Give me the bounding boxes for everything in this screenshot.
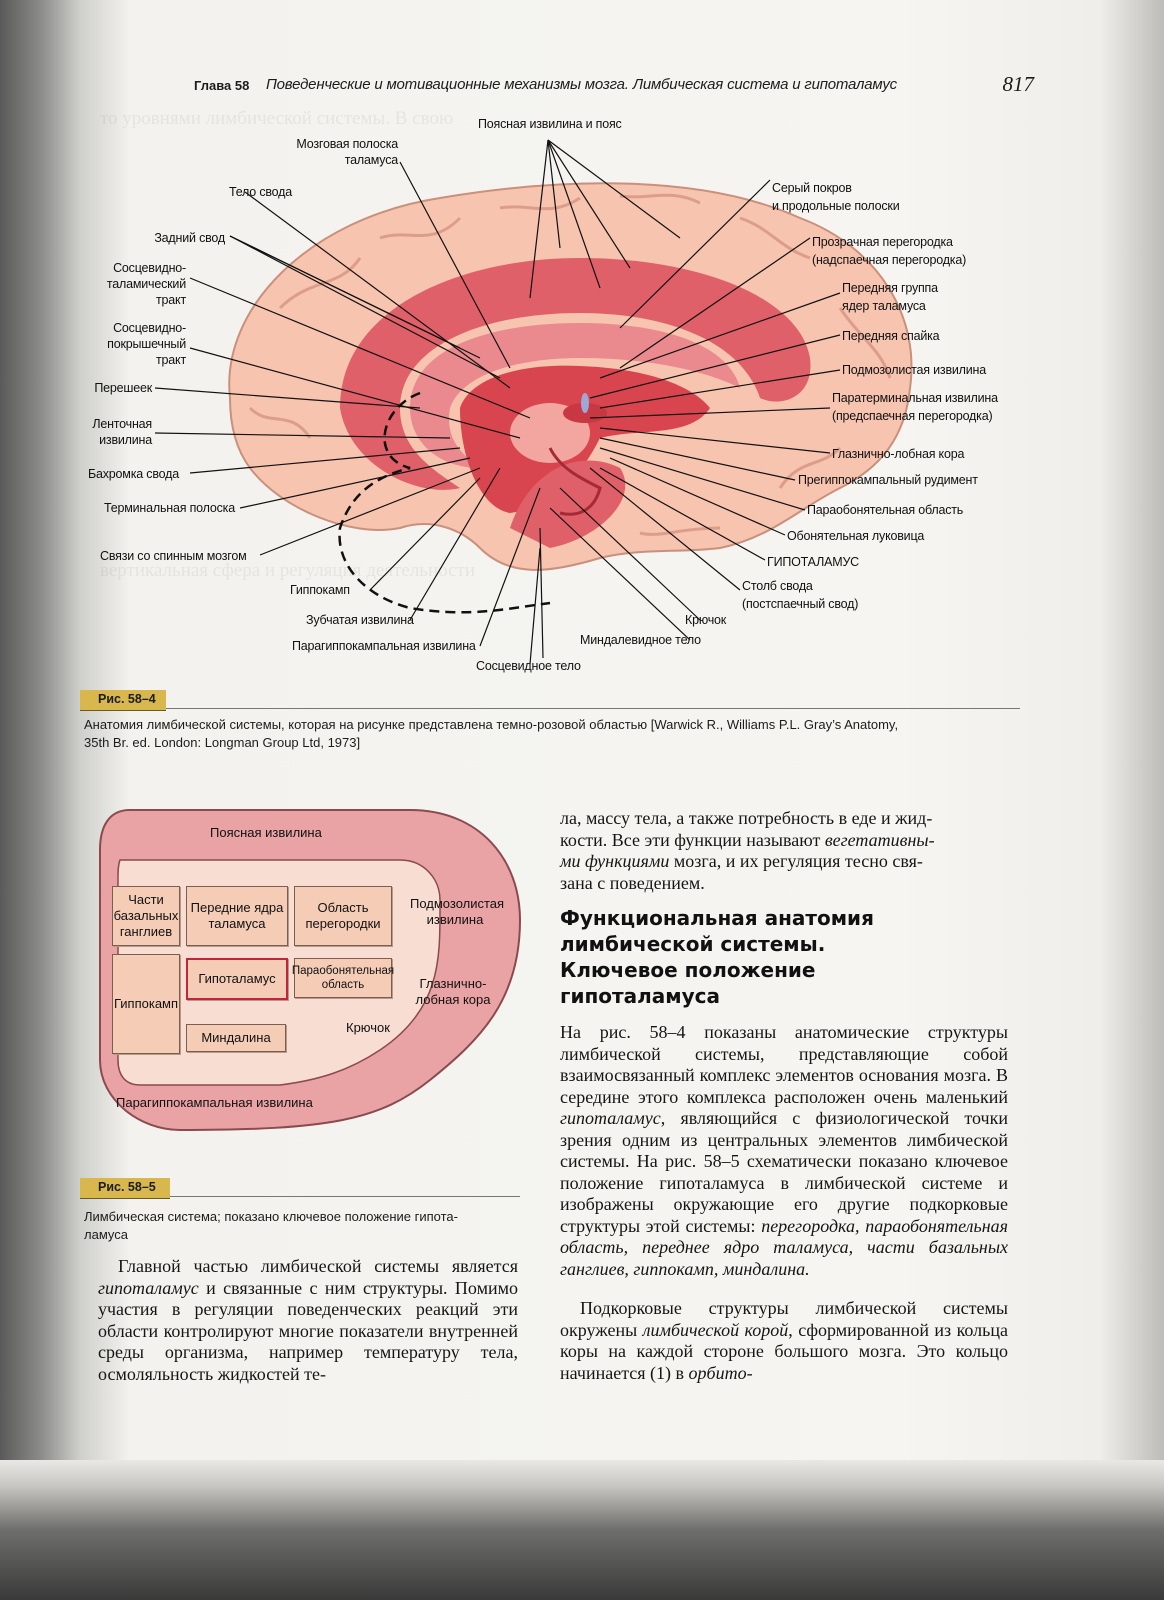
label-indusium: Серый покров bbox=[772, 181, 852, 195]
page-shadow bbox=[0, 1460, 1164, 1600]
figure-caption: Анатомия лимбической системы, которая на рисунке представлена темно-розовой областью [Warwick R., Williams P.L. Gray’s Anatomy, 35th Br. ed. London: Longman Group Ltd, 1973] bbox=[84, 717, 899, 750]
label-stria-medullaris: Мозговая полоска bbox=[296, 137, 398, 151]
section-heading: Функциональная анатомия лимбической системы. Ключевое положение гипоталамуса bbox=[560, 906, 874, 1008]
label-parahippocampal: Парагиппокампальная извилина bbox=[116, 1095, 313, 1110]
label-fornix-body: Тело свода bbox=[228, 185, 292, 199]
paragraph-anatomy: На рис. 58–4 показаны анатомические структуры лимбической системы, представляющие собой взаимосвязанный комплекс элементов основания мозга. В середине этого комплекса расположен очень маленький гипоталамус, являющийся с физиологической точки зрения одним из центральных элементов лимбической системы. На рис. 58–5 схематически показано ключевое положение гипоталамуса в лимбической системе и изображены окружающие его другие подкорковые структуры этой системы: перегородка, параобонятельная область, переднее ядро таламуса, части базальных ганглиев, гиппокамп, миндалина. bbox=[560, 1022, 1009, 1279]
label-paraterminal: (предспаечная перегородка) bbox=[832, 409, 993, 423]
label-fornix-column: Столб свода bbox=[742, 579, 813, 593]
label-prehippocampal: Прегиппокампальный рудимент bbox=[798, 473, 978, 487]
label-hypothalamus: ГИПОТАЛАМУС bbox=[767, 555, 860, 569]
label-septum-pellucidum: Прозрачная перегородка bbox=[812, 235, 953, 249]
figure-caption: Лимбическая система; показано ключевое положение гипота- ламуса bbox=[84, 1209, 458, 1242]
label-orbitofrontal: Глазнично-лобная кора bbox=[832, 447, 965, 461]
paragraph-limbic-cortex: Подкорковые структуры лимбической системы окружены лимбической корой, сформированной из кольца коры на каждой стороне большого мозга. Это кольцо начинается (1) в орбито- bbox=[560, 1298, 1008, 1383]
figure-58-5 bbox=[80, 800, 530, 1170]
label-mammillotegmental: покрышечный bbox=[107, 337, 186, 351]
label-uncus: Крючок bbox=[685, 613, 727, 627]
label-paraolfactory: Параобонятельная область bbox=[807, 503, 964, 517]
label-hippocampus: Гиппокамп bbox=[290, 583, 350, 597]
label-fimbria: Бахромка свода bbox=[88, 467, 179, 481]
label-dentate-gyrus: Зубчатая извилина bbox=[306, 613, 414, 627]
label-stria-medullaris: таламуса bbox=[344, 153, 398, 167]
figure-58-4 bbox=[80, 108, 1080, 688]
chapter-title: Поведенческие и мотивационные механизмы мозга. Лимбическая система и гипоталамус bbox=[266, 76, 897, 93]
box-hypothalamus: Гипоталамус bbox=[186, 958, 288, 1000]
label-parahippocampal: Парагиппокампальная извилина bbox=[292, 639, 476, 653]
label-uncus: Крючок bbox=[346, 1020, 390, 1035]
label-spinal-connections: Связи со спинным мозгом bbox=[100, 549, 247, 563]
figure-tag: Рис. 58–4 bbox=[80, 690, 166, 711]
label-mammillary-body: Сосцевидное тело bbox=[476, 659, 581, 673]
box-basal-ganglia: Части базальных ганглиев bbox=[112, 886, 180, 946]
label-mammillothalamic: таламический bbox=[106, 277, 186, 291]
label-anterior-thalamic: Передняя группа bbox=[842, 281, 938, 295]
label-amygdala: Миндалевидное тело bbox=[580, 633, 701, 647]
box-septum: Область перегородки bbox=[294, 886, 392, 946]
label-posterior-fornix: Задний свод bbox=[154, 231, 225, 245]
label-fasciolar-gyrus: Ленточная bbox=[92, 417, 152, 431]
label-orbitofrontal: Глазнично-лобная кора bbox=[415, 976, 491, 1007]
label-subcallosal: Подмозолистая извилина bbox=[842, 363, 987, 377]
paragraph-hypothalamus: Главной частью лимбической системы является гипоталамус и связанные с ним структуры. Помимо участия в регуляции поведенческих реакций эти области контролируют многие показатели внутренней среды организма, например температуру тела, осмоляльность жидкостей те- bbox=[98, 1256, 518, 1384]
label-fornix-column: (постспаечный свод) bbox=[742, 597, 859, 611]
box-paraolfactory: Параобонятельная область bbox=[294, 958, 392, 998]
chapter-label: Глава 58 bbox=[194, 78, 250, 93]
page-number: 817 bbox=[1002, 72, 1034, 96]
right-column-top-paragraph: ла, массу тела, а также потребность в еде и жид- кости. Все эти функции называют вегетативны- ми функциями мозга, и их регуляция тесно свя- зана с поведением. bbox=[560, 808, 935, 893]
label-mammillothalamic: Сосцевидно- bbox=[113, 261, 186, 275]
label-mammillothalamic: тракт bbox=[156, 293, 186, 307]
label-anterior-commissure: Передняя спайка bbox=[842, 329, 940, 343]
figure-tag: Рис. 58–5 bbox=[80, 1178, 170, 1199]
label-mammillotegmental: тракт bbox=[156, 353, 186, 367]
label-olfactory-bulb: Обонятельная луковица bbox=[787, 529, 925, 543]
box-hippocampus: Гиппокамп bbox=[112, 954, 180, 1054]
label-paraterminal: Паратерминальная извилина bbox=[832, 391, 998, 405]
figure-rule bbox=[166, 708, 1020, 709]
box-anterior-thalamus: Передние ядра таламуса bbox=[186, 886, 288, 946]
bleed-through-text: то уровнями лимбической системы. В свою bbox=[100, 108, 454, 129]
bleed-through-text: вертикальная сфера и регуляция деятельности bbox=[100, 560, 476, 581]
label-indusium: и продольные полоски bbox=[772, 199, 900, 213]
label-cingulate: Поясная извилина bbox=[210, 825, 322, 840]
label-fasciolar-gyrus: извилина bbox=[99, 433, 152, 447]
box-amygdala: Миндалина bbox=[186, 1024, 286, 1052]
label-septum-pellucidum: (надспаечная перегородка) bbox=[812, 253, 967, 267]
label-cingulate: Поясная извилина и пояс bbox=[478, 117, 622, 131]
figure-rule bbox=[170, 1196, 520, 1197]
label-anterior-thalamic: ядер таламуса bbox=[842, 299, 926, 313]
running-head bbox=[194, 72, 1034, 102]
label-isthmus: Перешеек bbox=[94, 381, 152, 395]
label-stria-terminalis: Терминальная полоска bbox=[104, 501, 235, 515]
label-mammillotegmental: Сосцевидно- bbox=[113, 321, 186, 335]
label-subcallosal: Подмозолистая извилина bbox=[410, 896, 505, 927]
